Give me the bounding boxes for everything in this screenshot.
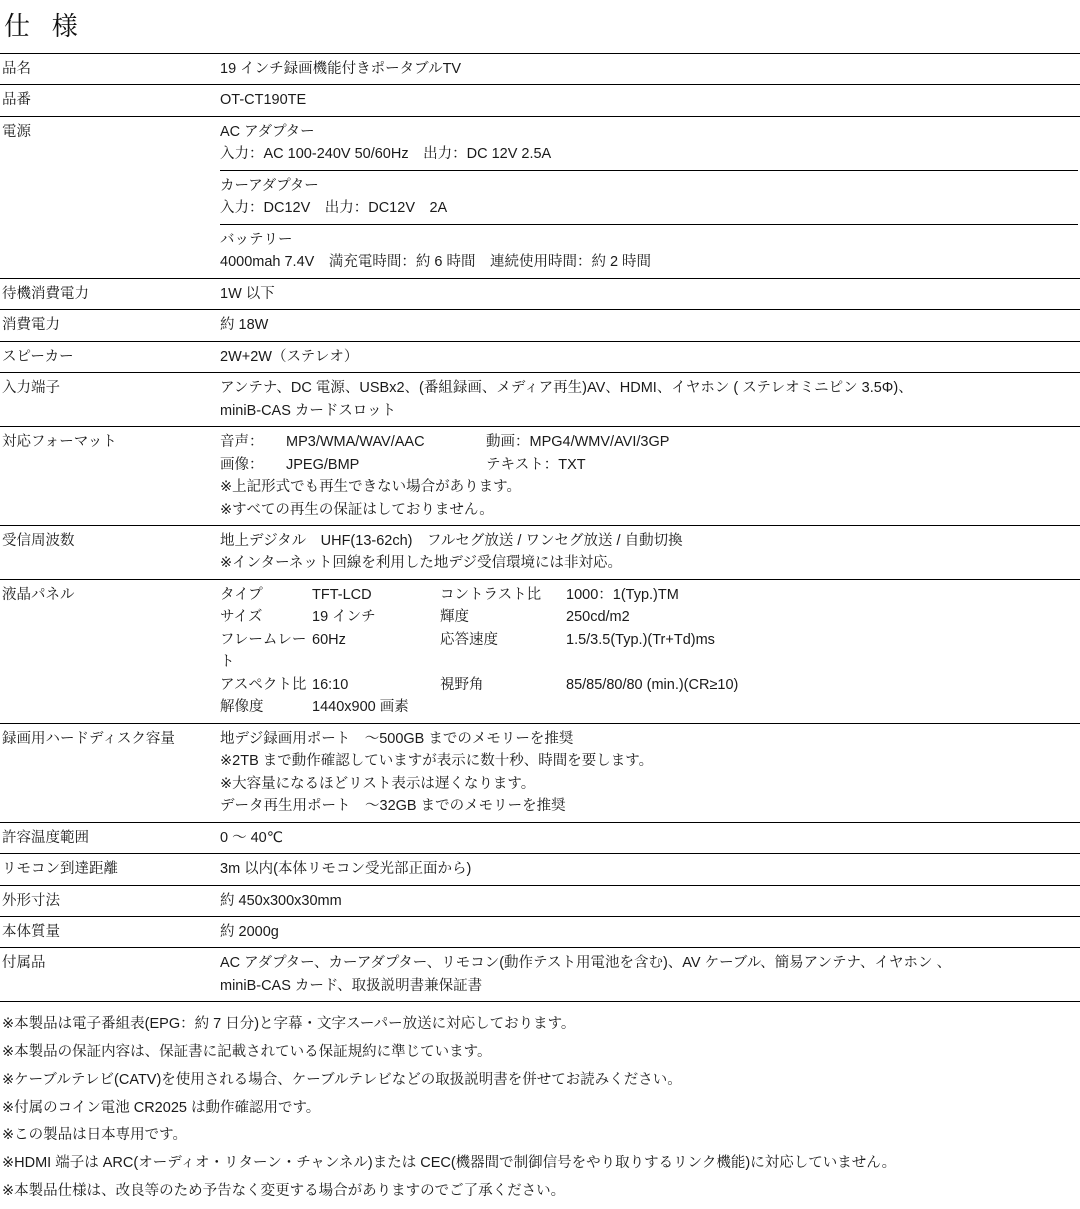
panel-k2: 応答速度 <box>440 631 498 648</box>
spec-value <box>218 278 1080 309</box>
spec-label: 入力端子 <box>0 373 218 427</box>
spec-label: 電源 <box>0 116 218 278</box>
panel-k2: 視野角 <box>440 676 484 693</box>
spec-value <box>218 116 1080 278</box>
spec-value <box>218 854 1080 885</box>
table-row <box>0 310 1080 341</box>
spec-sheet-page <box>0 6 1080 1203</box>
table-row <box>0 854 1080 885</box>
panel-spec-row <box>220 629 1078 674</box>
spec-value-line: AC アダプター、カーアダプター、リモコン(動作テスト用電池を含む)、AV ケーブル、簡易アンテナ、イヤホン 、 <box>220 955 952 972</box>
table-row <box>0 579 1080 723</box>
panel-k: フレームレート <box>220 631 307 671</box>
spec-value <box>218 54 1080 85</box>
spec-value-group <box>220 170 1078 220</box>
footnote-line: ※この製品は日本専用です。 <box>2 1127 187 1144</box>
spec-value-line: バッテリー <box>220 231 293 248</box>
spec-value <box>218 85 1080 116</box>
spec-label: リモコン到達距離 <box>0 854 218 885</box>
spec-value-line: 2W+2W（ステレオ） <box>220 348 359 365</box>
spec-value-line: 入力：DC12V 出力：DC12V 2A <box>220 200 448 217</box>
panel-v1: 60Hz <box>312 631 346 648</box>
panel-v1: 1440x900 画素 <box>312 699 409 716</box>
panel-k: アスペクト比 <box>220 676 307 693</box>
spec-value-line: AC アダプター <box>220 123 315 140</box>
footnote-line: ※本製品は電子番組表(EPG：約 7 日分)と字幕・文字スーパー放送に対応しております。 <box>2 1016 576 1033</box>
format-key: 音声： <box>220 434 264 451</box>
spec-label: 品番 <box>0 85 218 116</box>
spec-label: 付属品 <box>0 948 218 1002</box>
panel-v2: 1000：1(Typ.)TM <box>566 586 679 603</box>
panel-spec-row <box>220 696 1078 718</box>
table-row <box>0 341 1080 372</box>
panel-spec-row <box>220 606 1078 628</box>
footnote-line: ※ケーブルテレビ(CATV)を使用される場合、ケーブルテレビなどの取扱説明書を併せてお読みください。 <box>2 1071 682 1088</box>
table-row <box>0 54 1080 85</box>
table-row <box>0 948 1080 1002</box>
spec-value-line: 19 インチ録画機能付きポータブルTV <box>220 61 462 77</box>
footnote-line: ※本製品の保証内容は、保証書に記載されている保証規約に準じています。 <box>2 1044 492 1061</box>
spec-label: 液晶パネル <box>0 579 218 723</box>
spec-value-line: 約 2000g <box>220 924 279 940</box>
spec-value-line: OT-CT190TE <box>220 92 307 109</box>
spec-value-line: 地デジ録画用ポート ～500GB までのメモリーを推奨 <box>220 730 574 747</box>
spec-value-line: ※インターネット回線を利用した地デジ受信環境には非対応。 <box>220 555 623 572</box>
panel-k: サイズ <box>220 609 263 626</box>
spec-label: 本体質量 <box>0 917 218 948</box>
panel-v2: 85/85/80/80 (min.)(CR≥10) <box>566 676 739 693</box>
spec-value-line: データ再生用ポート ～32GB までのメモリーを推奨 <box>220 798 566 815</box>
spec-value-line: miniB-CAS カード、取扱説明書兼保証書 <box>220 977 483 994</box>
format-row <box>220 454 1078 476</box>
spec-value-group <box>220 121 1078 166</box>
spec-value <box>218 885 1080 916</box>
panel-spec-row <box>220 584 1078 606</box>
spec-value-line: 3m 以内(本体リモコン受光部正面から) <box>220 861 472 878</box>
panel-k2: 輝度 <box>440 609 469 626</box>
spec-label: 許容温度範囲 <box>0 822 218 853</box>
footnote-line: ※HDMI 端子は ARC(オーディオ・リターン・チャンネル)または CEC(機器間で制御信号をやり取りするリンク機能)に対応していません。 <box>2 1155 897 1172</box>
table-row <box>0 723 1080 822</box>
spec-value <box>218 948 1080 1002</box>
table-row <box>0 278 1080 309</box>
table-row <box>0 822 1080 853</box>
spec-value-line: miniB-CAS カードスロット <box>220 402 396 419</box>
panel-k: 解像度 <box>220 699 264 716</box>
page-title: 仕 様 <box>4 11 86 41</box>
format-value: JPEG/BMP <box>286 456 360 473</box>
spec-value-line: 約 18W <box>220 317 269 334</box>
panel-v1: 19 インチ <box>312 609 376 626</box>
spec-value-line: 4000mah 7.4V 満充電時間：約 6 時間 連続使用時間：約 2 時間 <box>220 254 652 271</box>
panel-k2 <box>440 696 566 718</box>
spec-value-line: ※すべての再生の保証はしておりません。 <box>220 501 494 518</box>
spec-label: 録画用ハードディスク容量 <box>0 723 218 822</box>
spec-label: 対応フォーマット <box>0 427 218 526</box>
table-row <box>0 116 1080 278</box>
spec-label: スピーカー <box>0 341 218 372</box>
spec-value <box>218 723 1080 822</box>
spec-label: 外形寸法 <box>0 885 218 916</box>
spec-value <box>218 310 1080 341</box>
panel-k2: コントラスト比 <box>440 586 542 603</box>
table-row <box>0 85 1080 116</box>
spec-value <box>218 373 1080 427</box>
spec-value <box>218 427 1080 526</box>
panel-v2: 250cd/m2 <box>566 609 630 626</box>
spec-value <box>218 579 1080 723</box>
spec-value-group <box>220 224 1078 274</box>
spec-label: 品名 <box>0 54 218 85</box>
spec-value-line: ※上記形式でも再生できない場合があります。 <box>220 479 521 496</box>
panel-k: タイプ <box>220 586 263 603</box>
spec-value <box>218 822 1080 853</box>
spec-value-line: カーアダプター <box>220 177 319 194</box>
format-value: MP3/WMA/WAV/AAC <box>286 434 425 451</box>
spec-value <box>218 525 1080 579</box>
specifications-table <box>0 53 1080 1002</box>
table-row <box>0 917 1080 948</box>
spec-label: 受信周波数 <box>0 525 218 579</box>
panel-v1: 16:10 <box>312 676 349 693</box>
footnote-line: ※本製品仕様は、改良等のため予告なく変更する場合がありますのでご了承ください。 <box>2 1182 566 1199</box>
spec-value-line: 0 ～ 40℃ <box>220 829 284 846</box>
footnotes <box>0 1014 1080 1202</box>
panel-spec-row <box>220 674 1078 696</box>
spec-value-line: 入力：AC 100-240V 50/60Hz 出力：DC 12V 2.5A <box>220 146 552 163</box>
spec-label: 消費電力 <box>0 310 218 341</box>
panel-v1: TFT-LCD <box>312 586 372 603</box>
format-key: 画像： <box>220 456 264 473</box>
spec-value-line: ※大容量になるほどリスト表示は遅くなります。 <box>220 775 536 792</box>
table-row <box>0 525 1080 579</box>
spec-value <box>218 917 1080 948</box>
format-secondary: 動画：MPG4/WMV/AVI/3GP <box>486 434 670 451</box>
table-row <box>0 427 1080 526</box>
panel-v2: 1.5/3.5(Typ.)(Tr+Td)ms <box>566 631 715 648</box>
format-row <box>220 431 1078 453</box>
spec-value <box>218 341 1080 372</box>
spec-value-line: アンテナ、DC 電源、USBx2、(番組録画、メディア再生)AV、HDMI、イヤホン ( ステレオミニピン 3.5Φ)、 <box>220 380 913 397</box>
spec-value-line: ※2TB まで動作確認していますが表示に数十秒、時間を要します。 <box>220 753 654 770</box>
format-secondary: テキスト：TXT <box>486 456 586 473</box>
spec-label: 待機消費電力 <box>0 278 218 309</box>
spec-value-line: 地上デジタル UHF(13-62ch) フルセグ放送 / ワンセグ放送 / 自動切換 <box>220 532 683 549</box>
table-row <box>0 885 1080 916</box>
table-row <box>0 373 1080 427</box>
spec-value-line: 1W 以下 <box>220 285 275 302</box>
spec-value-line: 約 450x300x30mm <box>220 892 342 909</box>
footnote-line: ※付属のコイン電池 CR2025 は動作確認用です。 <box>2 1099 321 1116</box>
